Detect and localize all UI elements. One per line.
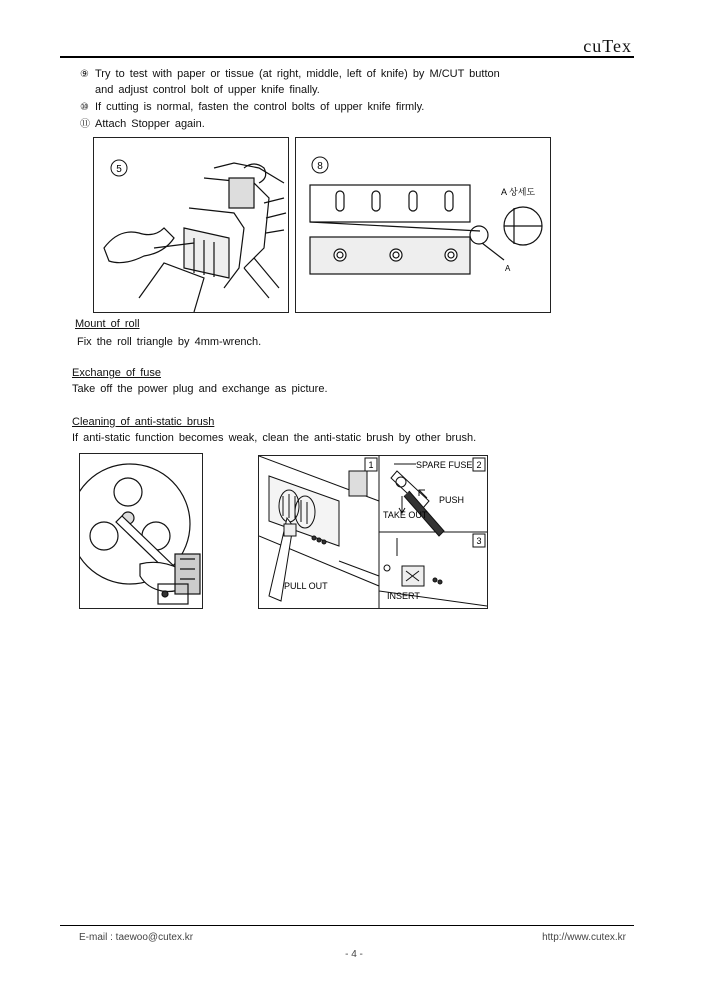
figure-fuse-exchange (258, 455, 488, 609)
section-body-mount-roll: Fix the roll triangle by 4mm-wrench. (77, 336, 262, 348)
detail-label: A 상세도 (501, 187, 536, 197)
section-title-mount-roll: Mount of roll (75, 318, 140, 330)
brand-logo: cuTex (583, 36, 632, 56)
footer-email: E-mail : taewoo@cutex.kr (79, 932, 194, 943)
insert-label: INSERT (387, 591, 420, 601)
figure-label-8: 8 (317, 161, 323, 172)
take-out-label: TAKE OUT (383, 510, 428, 520)
knife-detail-illustration (296, 138, 550, 312)
section-title-exchange-fuse: Exchange of fuse (72, 367, 162, 379)
step-number: ⑩ (80, 102, 89, 113)
section-body-cleaning-brush: If anti-static function becomes weak, clean the anti-static brush by other brush. (72, 432, 477, 444)
footer-rule (60, 925, 634, 926)
step-item (80, 99, 424, 116)
page-number: - 4 - (345, 949, 363, 960)
section-title-cleaning-brush: Cleaning of anti-static brush (72, 416, 215, 428)
roll-wrench-illustration (80, 454, 202, 608)
step-number: ⑨ (80, 69, 89, 80)
footer-website: http://www.cutex.kr (542, 932, 626, 943)
step-text: If cutting is normal, fasten the control bolts of upper knife firmly. (95, 101, 425, 113)
header-rule (60, 56, 634, 58)
pull-out-label: PULL OUT (284, 581, 328, 591)
push-label: PUSH (439, 495, 465, 505)
step-text: Try to test with paper or tissue (at right, middle, left of knife) by M/CUT button (95, 68, 500, 80)
panel-label-3: 3 (476, 536, 482, 546)
step-item (80, 116, 205, 133)
spare-fuse-label: SPARE FUSE (416, 460, 473, 470)
figure-roll-wrench (79, 453, 203, 609)
panel-label-2: 2 (476, 460, 482, 470)
fuse-exchange-illustration (259, 456, 487, 608)
roll-mount-illustration (94, 138, 288, 312)
figure-roll-mount (93, 137, 289, 313)
panel-label-1: 1 (368, 460, 374, 470)
figure-knife-detail (295, 137, 551, 313)
step-text: Attach Stopper again. (95, 118, 205, 130)
step-number: ⑪ (80, 119, 90, 130)
point-label: A (505, 264, 511, 273)
section-body-exchange-fuse: Take off the power plug and exchange as picture. (72, 383, 328, 395)
figure-label-5: 5 (116, 164, 122, 175)
step-item (80, 66, 500, 83)
step-continuation: and adjust control bolt of upper knife finally. (95, 84, 320, 96)
